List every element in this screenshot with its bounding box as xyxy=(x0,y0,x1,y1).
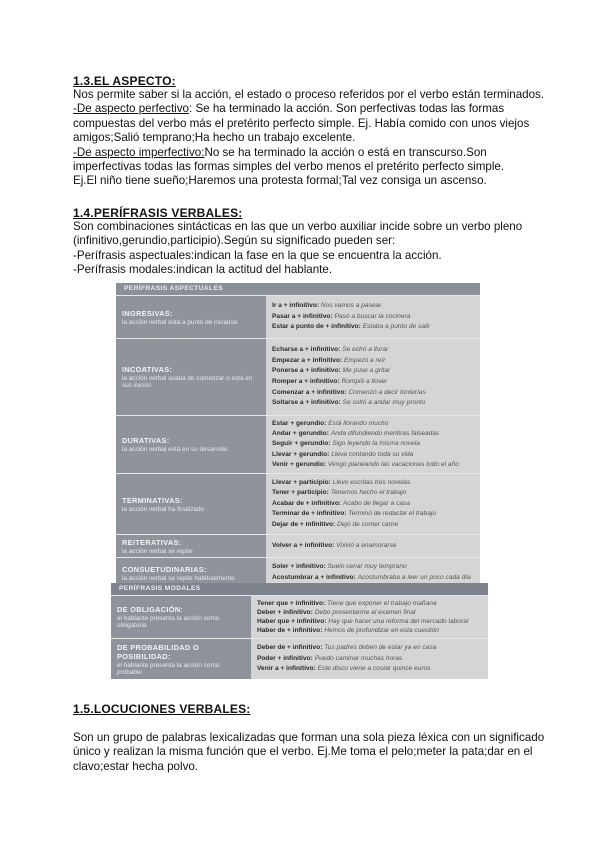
category-cell xyxy=(116,296,266,338)
category-label: DURATIVAS: xyxy=(122,436,170,445)
periphrasis-entry xyxy=(272,312,474,323)
periphrasis-pattern: Dejar de + infinitivo: xyxy=(272,520,336,528)
text-line: -Perífrasis aspectuales:indican la fase en la que se encuentra la acción. xyxy=(73,248,442,262)
examples-cell xyxy=(266,296,480,338)
text-line: amigos;Salió temprano;Ha hecho un trabajo excelente. xyxy=(73,131,356,145)
table-row xyxy=(116,338,480,415)
periphrasis-example: Nos vamos a pasear xyxy=(320,302,382,310)
category-description: la acción verbal acaba de comenzar o está en sus inicios xyxy=(122,375,253,389)
paragraph-locuciones xyxy=(73,731,543,774)
examples-cell xyxy=(251,596,488,638)
periphrasis-entry xyxy=(272,450,474,460)
periphrasis-entry xyxy=(272,377,474,388)
periphrasis-entry xyxy=(257,626,482,635)
periphrasis-example: Empezó a reír xyxy=(344,356,386,364)
periphrasis-pattern: Tener + participio: xyxy=(272,489,329,497)
category-description: la acción verbal se repite xyxy=(122,547,193,555)
category-label: REITERATIVAS: xyxy=(122,537,182,547)
category-label: INCOATIVAS: xyxy=(122,365,173,374)
table-row xyxy=(116,473,480,534)
periphrasis-example: Pasó a buscar la cocinera xyxy=(334,312,411,320)
section-title-aspecto: 1.3.EL ASPECTO: xyxy=(73,74,176,88)
periphrasis-pattern: Acabar de + infinitivo: xyxy=(272,499,342,507)
periphrasis-example: Acostumbraba a leer un poco cada día xyxy=(357,574,471,581)
category-label: INGRESIVAS: xyxy=(122,308,173,318)
table-title: PERÍFRASIS MODALES xyxy=(111,583,488,595)
text-line: Son un grupo de palabras lexicalizadas que forman una sola pieza léxica con un significado xyxy=(73,731,545,744)
text-line: Nos permite saber si la acción, el estado o proceso referidos por el verbo están terminados. xyxy=(73,88,545,101)
text-fragment: : Se ha terminado la acción. Son perfectivas todas las formas xyxy=(189,102,505,116)
periphrasis-entry xyxy=(257,664,482,675)
periphrasis-example: Este disco viene a costar quince euros xyxy=(317,665,431,673)
periphrasis-pattern: Comenzar a + infinitivo: xyxy=(272,388,347,396)
text-line: clavo;estar hecha polvo. xyxy=(73,759,199,773)
table-title: PERÍFRASIS ASPECTUALES xyxy=(116,283,480,295)
periphrasis-example: Vengo planeando las vacaciones todo el año xyxy=(327,460,459,468)
table-row xyxy=(116,295,480,338)
periphrasis-pattern: Llevar + gerundio: xyxy=(272,450,330,458)
periphrasis-example: Suelo cenar muy temprano xyxy=(327,563,407,571)
category-label: CONSUETUDINARIAS: xyxy=(122,564,207,574)
examples-cell xyxy=(266,474,480,534)
periphrasis-entry xyxy=(272,562,474,573)
paragraph-aspecto xyxy=(73,88,543,189)
periphrasis-entry xyxy=(272,366,474,377)
periphrasis-example: Acabo de llegar a casa xyxy=(342,499,411,507)
category-cell xyxy=(116,339,266,415)
periphrasis-example: Lleva contando toda su vida xyxy=(331,450,414,458)
term-imperfectivo: -De aspecto imperfectivo: xyxy=(73,145,205,159)
category-description: el hablante presenta la acción como obligatoria xyxy=(117,615,220,629)
text-line: -Perífrasis modales:indican la actitud del hablante. xyxy=(73,263,333,277)
table-row xyxy=(111,638,488,679)
periphrasis-pattern: Estar a punto de + infinitivo: xyxy=(272,323,361,331)
examples-cell xyxy=(251,639,488,679)
periphrasis-example: Dejó de comer carne xyxy=(337,520,399,528)
periphrasis-example: Anda difundiendo mentiras falseadas xyxy=(330,430,440,438)
periphrasis-entry xyxy=(257,608,482,617)
periphrasis-pattern: Haber de + infinitivo: xyxy=(257,627,323,634)
periphrasis-entry xyxy=(272,439,474,449)
periphrasis-pattern: Volver a + infinitivo: xyxy=(272,541,335,549)
text-line: imperfectivas todas las formas simples del verbo menos el pretérito perfecto simple. xyxy=(73,160,505,174)
periphrasis-pattern: Acostumbrar a + infinitivo: xyxy=(272,574,356,581)
text-line xyxy=(73,102,543,116)
periphrasis-entry xyxy=(272,460,474,470)
periphrasis-pattern: Seguir + gerundio: xyxy=(272,440,331,448)
examples-cell xyxy=(266,535,480,557)
periphrasis-example: Se soltó a andar muy pronto xyxy=(342,399,426,407)
periphrasis-entry xyxy=(272,573,474,584)
periphrasis-example: Se echó a llorar xyxy=(342,346,389,354)
periphrasis-pattern: Venir + gerundio: xyxy=(272,460,327,468)
periphrasis-pattern: Tener que + infinitivo: xyxy=(257,600,326,607)
periphrasis-example: Me puse a gritar xyxy=(342,367,391,375)
periphrasis-entry xyxy=(257,654,482,665)
periphrasis-pattern: Poder + infinitivo: xyxy=(257,654,313,662)
periphrasis-entry xyxy=(257,643,482,654)
table-perifrasis-modales xyxy=(111,583,488,678)
section-title-locuciones: 1.5.LOCUCIONES VERBALES: xyxy=(73,702,251,716)
periphrasis-entry xyxy=(272,301,474,312)
periphrasis-entry xyxy=(272,509,474,520)
text-line xyxy=(73,146,543,160)
periphrasis-example: Llevo escritas tres novelas xyxy=(332,478,411,486)
paragraph-perifrasis xyxy=(73,220,543,278)
table-body xyxy=(111,595,488,679)
periphrasis-example: Debo presentarme al examen final xyxy=(314,609,416,616)
category-description: la acción verbal se repite habitualmente xyxy=(122,574,235,582)
category-cell xyxy=(111,639,251,679)
text-line: compuestas del verbo más el pretérito perfecto simple. Ej. Había comido con unos viejos xyxy=(73,116,530,130)
category-description: el hablante presenta la acción como probable xyxy=(117,661,220,676)
category-description: la acción verbal está en su desarrollo xyxy=(122,446,228,453)
periphrasis-example: Terminó de redactar el trabajo xyxy=(348,510,437,518)
periphrasis-pattern: Echarse a + infinitivo: xyxy=(272,346,341,354)
category-cell xyxy=(111,596,251,638)
periphrasis-entry xyxy=(272,488,474,499)
table-row xyxy=(116,534,480,557)
category-label: DE OBLIGACIÓN: xyxy=(117,605,184,614)
periphrasis-example: Hay que hacer una reforma del mercado laboral xyxy=(328,618,469,625)
periphrasis-example: Sigo leyendo la misma novela xyxy=(332,440,420,448)
periphrasis-pattern: Haber que + infinitivo: xyxy=(257,618,327,625)
periphrasis-pattern: Pasar a + infinitivo: xyxy=(272,312,333,320)
periphrasis-example: Comenzó a decir tonterías xyxy=(348,388,426,396)
category-label: DE PROBABILIDAD O POSIBILIDAD: xyxy=(117,642,199,661)
periphrasis-entry xyxy=(272,398,474,409)
periphrasis-pattern: Ir a + infinitivo: xyxy=(272,302,320,310)
periphrasis-entry xyxy=(272,345,474,356)
periphrasis-pattern: Venir a + infinitivo: xyxy=(257,665,316,673)
term-perfectivo: -De aspecto perfectivo xyxy=(73,102,189,116)
category-cell xyxy=(116,535,266,557)
periphrasis-pattern: Estar + gerundio: xyxy=(272,420,327,427)
periphrasis-entry xyxy=(272,429,474,439)
periphrasis-pattern: Soler + infinitivo: xyxy=(272,563,326,571)
examples-cell xyxy=(266,339,480,415)
text-line: Son combinaciones sintácticas en las que un verbo auxiliar incide sobre un verbo pleno xyxy=(73,220,523,233)
periphrasis-pattern: Deber de + infinitivo: xyxy=(257,644,323,652)
periphrasis-entry xyxy=(272,478,474,489)
periphrasis-example: Hemos de profundizar en esta cuestión xyxy=(324,627,439,634)
periphrasis-example: Rompió a llover xyxy=(341,378,388,385)
category-cell xyxy=(116,416,266,473)
periphrasis-entry xyxy=(272,541,474,552)
category-cell xyxy=(116,474,266,534)
category-description: la acción verbal ha finalizado xyxy=(122,505,205,513)
examples-cell xyxy=(266,416,480,473)
text-line: Ej.El niño tiene sueño;Haremos una protesta formal;Tal vez consiga un ascenso. xyxy=(73,174,487,188)
periphrasis-entry xyxy=(272,499,474,510)
periphrasis-pattern: Empezar a + infinitivo: xyxy=(272,356,343,364)
periphrasis-example: Volvió a enamorarse xyxy=(336,541,397,549)
periphrasis-entry xyxy=(272,520,474,531)
text-line: (infinitivo,gerundio,participio).Según su significado pueden ser: xyxy=(73,234,396,248)
periphrasis-entry xyxy=(272,322,474,333)
text-line: único y realizan la misma función que el verbo. Ej.Me toma el pelo;meter la pata;dar en el xyxy=(73,745,533,759)
periphrasis-pattern: Romper a + infinitivo: xyxy=(272,378,340,385)
periphrasis-example: Tenemos hecho el trabajo xyxy=(330,489,407,497)
periphrasis-example: Puedo caminar muchas horas xyxy=(314,654,403,662)
periphrasis-pattern: Andar + gerundio: xyxy=(272,430,329,438)
periphrasis-entry xyxy=(257,599,482,608)
periphrasis-entry xyxy=(272,356,474,367)
periphrasis-example: Tus padres deben de estar ya en casa xyxy=(324,644,437,652)
periphrasis-pattern: Terminar de + infinitivo: xyxy=(272,510,347,518)
category-description: la acción verbal está a punto de iniciarse xyxy=(122,318,238,326)
periphrasis-pattern: Deber + infinitivo: xyxy=(257,609,313,616)
text-fragment: No se ha terminado la acción o está en transcurso.Son xyxy=(204,145,487,159)
periphrasis-example: Tiene que exponer el trabajo mañana xyxy=(327,600,437,607)
periphrasis-pattern: Ponerse a + infinitivo: xyxy=(272,367,341,375)
category-label: TERMINATIVAS: xyxy=(122,495,183,505)
table-perifrasis-aspectuales xyxy=(116,283,480,582)
periphrasis-example: Estaba a punto de salir xyxy=(362,323,431,331)
periphrasis-pattern: Soltarse a + infinitivo: xyxy=(272,399,341,407)
table-row xyxy=(116,415,480,473)
section-title-perifrasis: 1.4.PERÍFRASIS VERBALES: xyxy=(73,206,243,220)
periphrasis-example: Está llorando mucho xyxy=(328,420,389,427)
periphrasis-entry xyxy=(272,419,474,429)
table-row xyxy=(111,595,488,638)
periphrasis-pattern: Llevar + participio: xyxy=(272,478,331,486)
periphrasis-entry xyxy=(257,617,482,626)
periphrasis-entry xyxy=(272,388,474,399)
table-body xyxy=(116,295,480,588)
